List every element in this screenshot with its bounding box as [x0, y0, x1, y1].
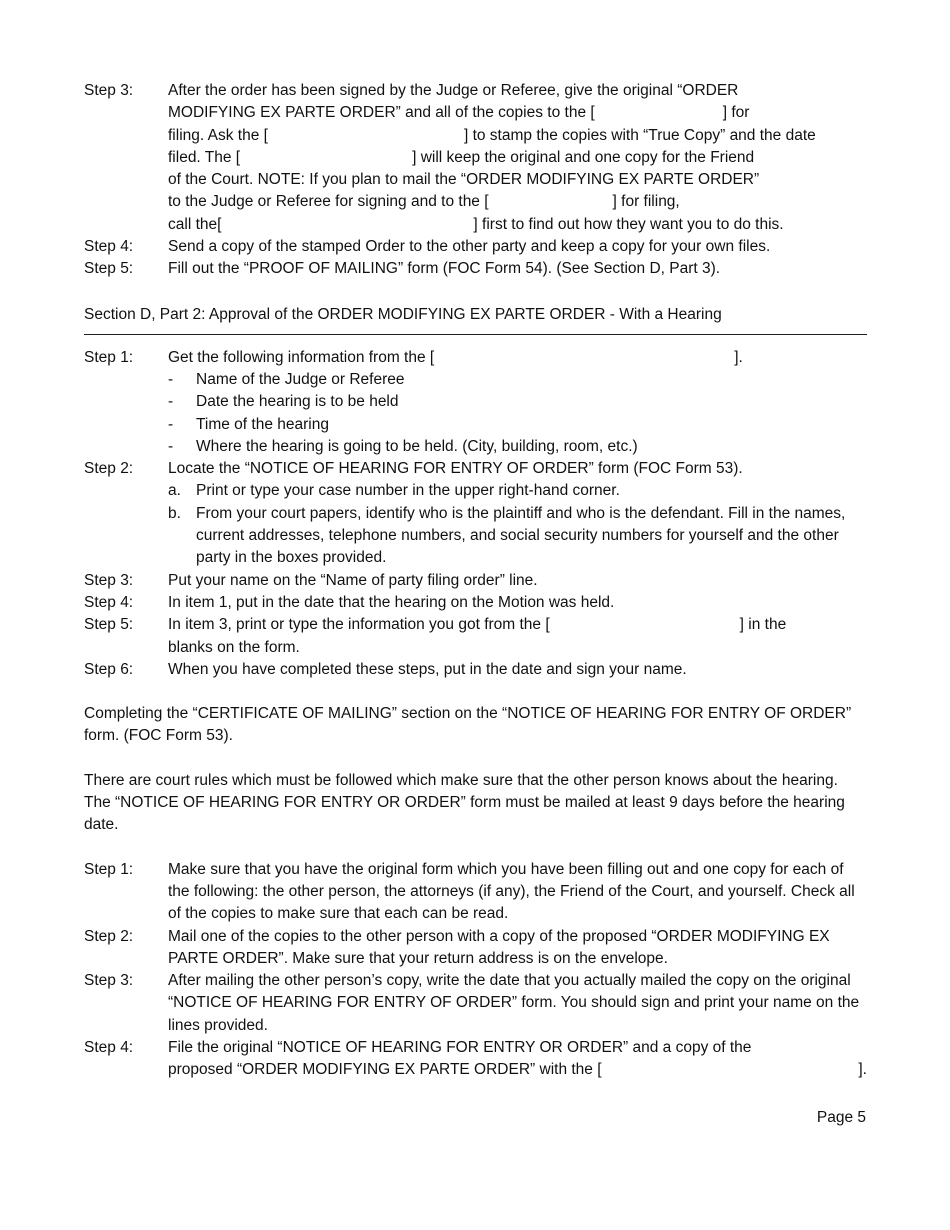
step-label: Step 6:: [84, 660, 134, 678]
step-label: Step 1:: [84, 860, 134, 878]
step-body: Mail one of the copies to the other person with a copy of the proposed “ORDER MODIFYING EX PARTE ORDER”. Make sure that your return address is on the envelope.: [168, 927, 830, 967]
bullet-item: - Time of the hearing: [168, 415, 329, 433]
step-label: Step 3:: [84, 571, 134, 589]
part2-step-6: [84, 659, 867, 681]
part3-step-4: [84, 1037, 867, 1082]
part2-step-4: [84, 592, 867, 614]
part2-step-3: [84, 570, 867, 592]
section-divider: [84, 334, 867, 335]
step-line: of the Court. NOTE: If you plan to mail the “ORDER MODIFYING EX PARTE ORDER”: [168, 171, 760, 189]
step-body: Fill out the “PROOF OF MAILING” form (FOC Form 54). (See Section D, Part 3).: [168, 260, 721, 278]
step-body: When you have completed these steps, put in the date and sign your name.: [168, 660, 687, 678]
part3-step-2: [84, 926, 867, 971]
step-line: In item 3, print or type the information you got from the [ ] in the: [168, 616, 787, 634]
step-label: Step 2:: [84, 927, 134, 945]
step-label: Step 4:: [84, 1038, 134, 1056]
step-body: In item 1, put in the date that the hearing on the Motion was held.: [168, 593, 615, 611]
sub-item-b: b. From your court papers, identify who is the plaintiff and who is the defendant. Fill in the names, current addresses, telephone numbers, and social security numbers for yourself and the other party in the boxes provided.: [168, 504, 846, 567]
step-body: Make sure that you have the original form which you have been filling out and one copy for each of the following: the other person, the attorneys (if any), the Friend of the Court, and yourself. Check all of the copies to make sure that each can be read.: [168, 860, 855, 923]
part2-step-5: [84, 614, 867, 659]
bullet-item: - Where the hearing is going to be held. (City, building, room, etc.): [168, 437, 638, 455]
step-line: MODIFYING EX PARTE ORDER” and all of the copies to the [ ] for: [168, 104, 750, 122]
step-body: Put your name on the “Name of party filing order” line.: [168, 571, 538, 589]
step-line: filed. The [ ] will keep the original and one copy for the Friend: [168, 148, 755, 166]
document-content: [84, 80, 867, 1082]
step-body: [168, 1037, 867, 1082]
section-title: Section D, Part 2: Approval of the ORDER MODIFYING EX PARTE ORDER - With a Hearing: [84, 305, 722, 323]
court-rules-paragraph: There are court rules which must be followed which make sure that the other person knows about the hearing. The “NOTICE OF HEARING FOR ENTRY OR ORDER” form must be mailed at least 9 days before the hearing date.: [84, 771, 845, 834]
fill-blank: [602, 1059, 859, 1081]
part3-step-3: [84, 970, 867, 1037]
step-label: Step 5:: [84, 616, 134, 634]
step-body: Send a copy of the stamped Order to the other party and keep a copy for your own files.: [168, 238, 771, 256]
step-label: Step 5:: [84, 260, 134, 278]
step-body: [168, 80, 867, 236]
step-line: proposed “ORDER MODIFYING EX PARTE ORDER” with the [ ].: [168, 1059, 867, 1081]
page-number: Page 5: [816, 1109, 866, 1126]
step-body: After mailing the other person’s copy, write the date that you actually mailed the copy on the original “NOTICE OF HEARING FOR ENTRY OF ORDER” form. You should sign and print your name on the lines provided.: [168, 972, 860, 1034]
step-line: filing. Ask the [ ] to stamp the copies with “True Copy” and the date: [168, 126, 816, 144]
step-line: After the order has been signed by the Judge or Referee, give the original “ORDER: [168, 82, 739, 99]
bullet-item: - Date the hearing is to be held: [168, 393, 399, 411]
sub-item-a: a. Print or type your case number in the upper right-hand corner.: [168, 482, 620, 500]
step-line: to the Judge or Referee for signing and to the [ ] for filing,: [168, 193, 680, 211]
part2-step-2: [84, 458, 867, 480]
step-label: Step 1:: [84, 348, 134, 366]
certificate-paragraph: Completing the “CERTIFICATE OF MAILING” section on the “NOTICE OF HEARING FOR ENTRY OF ORDER” form. (FOC Form 53).: [84, 705, 852, 745]
part1-step-3: [84, 80, 867, 236]
bullet-item: - Name of the Judge or Referee: [168, 370, 405, 388]
step-line: call the[ ] first to find out how they want you to do this.: [168, 215, 784, 233]
step-label: Step 4:: [84, 238, 134, 256]
part2-step-1: [84, 347, 867, 369]
step-label: Step 4:: [84, 593, 134, 611]
step-label: Step 2:: [84, 460, 134, 478]
part3-step-1: [84, 859, 867, 926]
spacer: [84, 837, 867, 859]
step-body: [168, 614, 867, 659]
part1-step-4: [84, 236, 867, 258]
step-body: Locate the “NOTICE OF HEARING FOR ENTRY OF ORDER” form (FOC Form 53).: [168, 460, 743, 478]
step-label: Step 3:: [84, 82, 134, 99]
step-body: Get the following information from the [ ].: [168, 348, 743, 366]
step-label: Step 3:: [84, 972, 134, 990]
step-line: blanks on the form.: [168, 638, 300, 656]
step-line: File the original “NOTICE OF HEARING FOR ENTRY OR ORDER” and a copy of the: [168, 1038, 752, 1056]
part1-step-5: [84, 258, 867, 280]
